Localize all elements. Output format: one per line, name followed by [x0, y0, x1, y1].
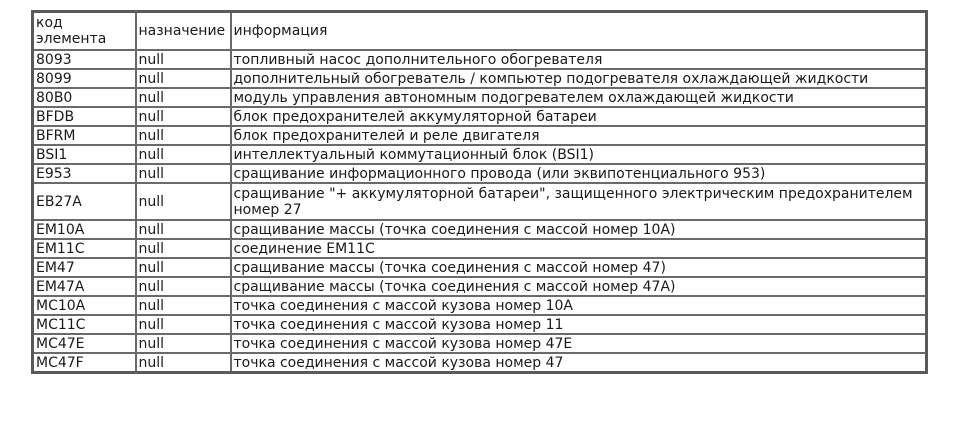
cell-code: EM47A [33, 277, 136, 296]
cell-purpose: null [136, 50, 231, 69]
cell-purpose: null [136, 334, 231, 353]
cell-info: точка соединения с массой кузова номер 10A [231, 296, 927, 315]
cell-code: BSI1 [33, 145, 136, 164]
element-code-table [31, 10, 928, 374]
cell-purpose: null [136, 258, 231, 277]
cell-info: блок предохранителей аккумуляторной батареи [231, 107, 927, 126]
table-row [33, 353, 927, 373]
cell-info: точка соединения с массой кузова номер 47 [231, 353, 927, 373]
table-row [33, 69, 927, 88]
cell-purpose: null [136, 296, 231, 315]
table-row [33, 183, 927, 220]
cell-purpose: null [136, 183, 231, 220]
cell-code: EM10A [33, 220, 136, 239]
cell-info: блок предохранителей и реле двигателя [231, 126, 927, 145]
cell-code: E953 [33, 164, 136, 183]
table-row [33, 258, 927, 277]
cell-code: EB27A [33, 183, 136, 220]
table-row [33, 145, 927, 164]
cell-info: дополнительный обогреватель / компьютер подогревателя охлаждающей жидкости [231, 69, 927, 88]
cell-info: сращивание массы (точка соединения с массой номер 47A) [231, 277, 927, 296]
cell-code: EM47 [33, 258, 136, 277]
table-row [33, 107, 927, 126]
cell-info: модуль управления автономным подогревателем охлаждающей жидкости [231, 88, 927, 107]
cell-code: MC11C [33, 315, 136, 334]
cell-code: MC47F [33, 353, 136, 373]
cell-code: MC10A [33, 296, 136, 315]
table-row [33, 277, 927, 296]
cell-purpose: null [136, 277, 231, 296]
cell-info: интеллектуальный коммутационный блок (BSI1) [231, 145, 927, 164]
table-row [33, 296, 927, 315]
table-row [33, 164, 927, 183]
cell-code: BFRM [33, 126, 136, 145]
table-row [33, 315, 927, 334]
cell-purpose: null [136, 315, 231, 334]
cell-info: сращивание информационного провода (или эквипотенциального 953) [231, 164, 927, 183]
cell-code: 8093 [33, 50, 136, 69]
table-row [33, 239, 927, 258]
table-row [33, 334, 927, 353]
cell-code: BFDB [33, 107, 136, 126]
header-code: код элемента [33, 12, 136, 51]
cell-info: топливный насос дополнительного обогревателя [231, 50, 927, 69]
cell-purpose: null [136, 126, 231, 145]
cell-purpose: null [136, 353, 231, 373]
cell-info: сращивание массы (точка соединения с массой номер 10A) [231, 220, 927, 239]
cell-info: точка соединения с массой кузова номер 47E [231, 334, 927, 353]
cell-info: сращивание "+ аккумуляторной батареи", защищенного электрическим предохранителем номер 27 [231, 183, 927, 220]
header-info: информация [231, 12, 927, 51]
cell-purpose: null [136, 107, 231, 126]
table-header-row [33, 12, 927, 51]
table-row [33, 88, 927, 107]
cell-code: MC47E [33, 334, 136, 353]
cell-code: EM11C [33, 239, 136, 258]
cell-info: соединение EM11C [231, 239, 927, 258]
table-row [33, 220, 927, 239]
table-row [33, 126, 927, 145]
cell-purpose: null [136, 239, 231, 258]
cell-purpose: null [136, 220, 231, 239]
cell-info: сращивание массы (точка соединения с массой номер 47) [231, 258, 927, 277]
cell-purpose: null [136, 164, 231, 183]
cell-code: 80B0 [33, 88, 136, 107]
header-purpose: назначение [136, 12, 231, 51]
cell-purpose: null [136, 88, 231, 107]
cell-purpose: null [136, 69, 231, 88]
element-code-table-container [31, 10, 925, 374]
table-row [33, 50, 927, 69]
cell-code: 8099 [33, 69, 136, 88]
cell-info: точка соединения с массой кузова номер 11 [231, 315, 927, 334]
cell-purpose: null [136, 145, 231, 164]
